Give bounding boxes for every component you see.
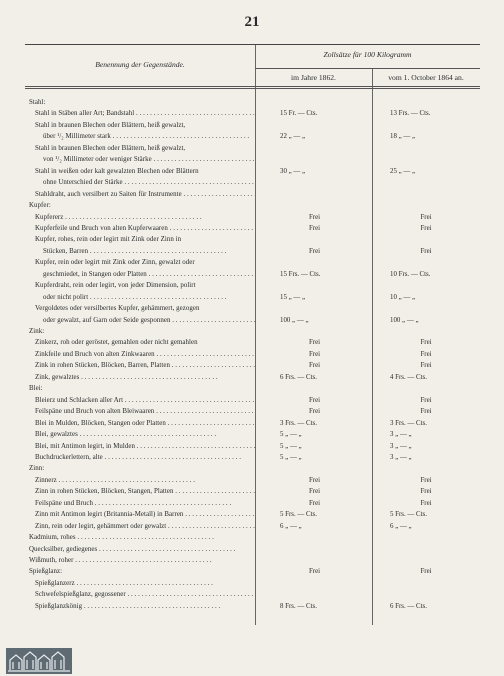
goods-label: oder nicht polirt . . . [43,292,255,303]
rate-1862: Frei [308,568,321,576]
goods-label: Feilspäne und Bruch von alten Bleiwaaren . . . [35,406,255,417]
page-number: 21 [244,14,260,30]
table-row [25,234,480,245]
goods-label: Quecksilber, gediegenes . . . [29,544,255,555]
goods-label: Kupfer: [29,202,51,210]
table-row [25,212,480,223]
rate-1864: Frei [420,396,432,404]
goods-label: Blei, gewalztes . . . [35,429,255,440]
goods-label: Zinn, rein oder legirt, gehämmert oder gewalzt . . . [35,521,255,532]
table-row [25,315,480,326]
rate-1862: 100 „ — „ [280,316,309,324]
table-row [25,544,480,555]
rate-1864: Frei [420,488,432,496]
goods-label: Feilspäne und Bruch . . . [35,498,255,509]
rate-1864: Frei [420,247,432,255]
table-row [25,486,480,497]
table-row [25,521,480,532]
goods-label: Kupfer, rohes, rein oder legirt mit Zink oder Zinn in [35,236,182,244]
table-row [25,143,480,154]
table-row [25,475,480,486]
goods-label: Blei in Mulden, Blöcken, Stangen oder Platten . . . [35,418,255,429]
goods-label: Zinn in rohen Stücken, Blöcken, Stangen, Platten . . . [35,486,255,497]
goods-label: Zinkerz, roh oder geröstet, gemahlen oder nicht gemahlen [35,339,198,347]
rate-1864: 10 „ — „ [390,293,416,301]
rate-1864: 6 Frs. — Cts. [390,602,427,610]
goods-label: von ¹/₂ Millimeter oder weniger Stärke . . . [43,154,255,165]
rate-1864: Frei [420,362,432,370]
goods-label: Spießglanz: [29,568,63,576]
table-row [25,509,480,520]
goods-label: Kupfer, rein oder legirt mit Zink oder Zinn, gewalzt oder [35,259,195,267]
goods-label: Bleierz und Schlacken aller Art . . . [35,395,255,406]
table-row [25,395,480,406]
goods-label: über ¹/₂ Millimeter stark . . . [43,131,255,142]
goods-label: Blei, mit Antimon legirt, in Mulden . . . [35,441,255,452]
table-row [25,578,480,589]
rate-1864: 3 „ — „ [390,453,412,461]
rate-1864: 3 „ — „ [390,431,412,439]
goods-label: Stahl: [29,99,46,106]
rate-1864: Frei [420,213,432,221]
table-row [25,418,480,429]
goods-label: Zinn mit Antimon legirt (Britannia-Metall) in Barren . . . [35,509,255,520]
table-row [25,441,480,452]
goods-label: Kupfererz . . . [35,212,255,223]
goods-label: Vergoldetes oder versilbertes Kupfer, gehämmert, gezogen [35,305,200,313]
table-row [25,131,480,142]
table-row [25,246,480,257]
table-row [25,601,480,612]
goods-label: Kupferfeile und Bruch von alten Kupferwaaren . . . [35,223,255,234]
rate-1862: Frei [308,396,321,404]
table-row [25,108,480,119]
table-row [25,372,480,383]
column-header-rates: Zollsätze für 100 Kilogramm [323,50,412,59]
table-row [25,189,480,200]
table-row [25,337,480,348]
rate-1862: 3 Frs. — Cts. [280,419,317,427]
column-header-1864: vom 1. October 1864 an. [388,73,464,82]
rate-1862: 5 „ — „ [280,453,302,461]
table-row [25,383,480,394]
table-row [25,97,480,108]
goods-label: Zinkfeile und Bruch von alten Zinkwaaren . . . [35,349,255,360]
table-row [25,406,480,417]
tariff-table [25,44,480,625]
rate-1862: 15 „ — „ [280,293,306,301]
table-row [25,269,480,280]
table-row [25,532,480,543]
goods-label: Spießglanzerz . . . [35,578,255,589]
goods-label: geschmiedet, in Stangen oder Platten . . . [43,269,255,280]
table-row [25,177,480,188]
rate-1862: Frei [308,213,321,221]
rate-1864: 25 „ — „ [390,167,416,175]
rate-1862: 30 „ — „ [280,167,306,175]
table-row [25,257,480,268]
rate-1862: Frei [308,350,321,358]
table-row [25,589,480,600]
column-header-1862: im Jahre 1862. [291,73,336,82]
goods-label: Stahl in braunen Blechen oder Blättern, heiß gewalzt, [35,144,186,152]
table-row [25,429,480,440]
rate-1862: Frei [308,476,321,484]
table-row [25,349,480,360]
rate-1864: Frei [420,408,432,416]
table-row [25,463,480,474]
table-row [25,326,480,337]
table-row [25,280,480,291]
rate-1864: Frei [420,568,432,576]
goods-label: Wißmuth, roher . . . [29,555,255,566]
goods-label: Zinn: [29,465,45,473]
library-logo [6,648,72,674]
header-rule [25,86,480,87]
table-row [25,120,480,131]
table-row [25,555,480,566]
goods-label: Zink, gewalztes . . . [35,372,255,383]
goods-label: Stahl in weißen oder kalt gewalzten Blechen oder Blättern [35,167,199,175]
header-subrule [255,68,480,69]
goods-label: ohne Unterschied der Stärke . . . [43,177,255,188]
table-row [25,452,480,463]
goods-label: Kupferdraht, rein oder legirt, von jeder Dimension, polirt [35,282,196,290]
goods-label: Buchdruckerlettern, alte . . . [35,452,255,463]
table-row [25,200,480,211]
rate-1862: 5 „ — „ [280,431,302,439]
rate-1862: 5 „ — „ [280,442,302,450]
rate-1864: 6 „ — „ [390,522,412,530]
header-rule-thin [25,88,480,89]
goods-label: Stahldraht, auch versilbert zu Saiten für Instrumente . . . [35,189,255,200]
rate-1862: Frei [308,362,321,370]
table-row [25,223,480,234]
rate-1864: Frei [420,350,432,358]
column-header-goods: Benennung der Gegenstände. [95,60,185,69]
rate-1862: 15 Fr. — Cts. [280,110,318,118]
rate-1864: 18 „ — „ [390,133,416,141]
rate-1864: 100 „ — „ [390,316,419,324]
rate-1862: 5 Frs. — Cts. [280,511,317,519]
rate-1864: 10 Frs. — Cts. [390,270,431,278]
table-row [25,498,480,509]
rate-1862: Frei [308,339,321,347]
table-row [25,154,480,165]
goods-label: Kadmium, rohes . . . [29,532,255,543]
rate-1864: 3 Frs. — Cts. [390,419,427,427]
table-row [25,566,480,577]
rate-1864: 5 Frs. — Cts. [390,511,427,519]
rate-1862: Frei [308,488,321,496]
table-row [25,292,480,303]
goods-label: Schwefelspießglanz, gegossener . . . [35,589,255,600]
rate-1864: 3 „ — „ [390,442,412,450]
goods-label: Zink: [29,328,45,335]
table-row [25,166,480,177]
rate-1862: 8 Frs. — Cts. [280,602,317,610]
goods-label: Stahl in braunen Blechen oder Blättern, heiß gewalzt, [35,121,186,129]
rate-1864: 4 Frs. — Cts. [390,373,427,381]
rate-1864: 13 Frs. — Cts. [390,110,431,118]
goods-label: Zink in rohen Stücken, Blöcken, Barren, Platten . . . [35,360,255,371]
rate-1862: 15 Frs. — Cts. [280,270,321,278]
rate-1864: Frei [420,476,432,484]
rate-1862: 22 „ — „ [280,133,306,141]
table-row [25,360,480,371]
rate-1862: 6 „ — „ [280,522,302,530]
goods-label: Stahl in Stäben aller Art; Bandstahl . . . [35,108,255,119]
rate-1864: Frei [420,224,432,232]
rate-1864: Frei [420,339,432,347]
goods-label: oder gewalzt, auf Garn oder Seide gesponnen . . . [43,315,255,326]
rate-1862: 6 Frs. — Cts. [280,373,317,381]
rate-1862: Frei [308,224,321,232]
goods-label: Zinnerz . . . [35,475,255,486]
goods-label: Stücken, Barren . . . [43,246,255,257]
rate-1862: Frei [308,247,321,255]
rate-1862: Frei [308,408,321,416]
goods-label: Spießglanzkönig . . . [35,601,255,612]
table-row [25,303,480,314]
rate-1864: Frei [420,499,432,507]
goods-label: Blei: [29,385,43,393]
rate-1862: Frei [308,499,321,507]
